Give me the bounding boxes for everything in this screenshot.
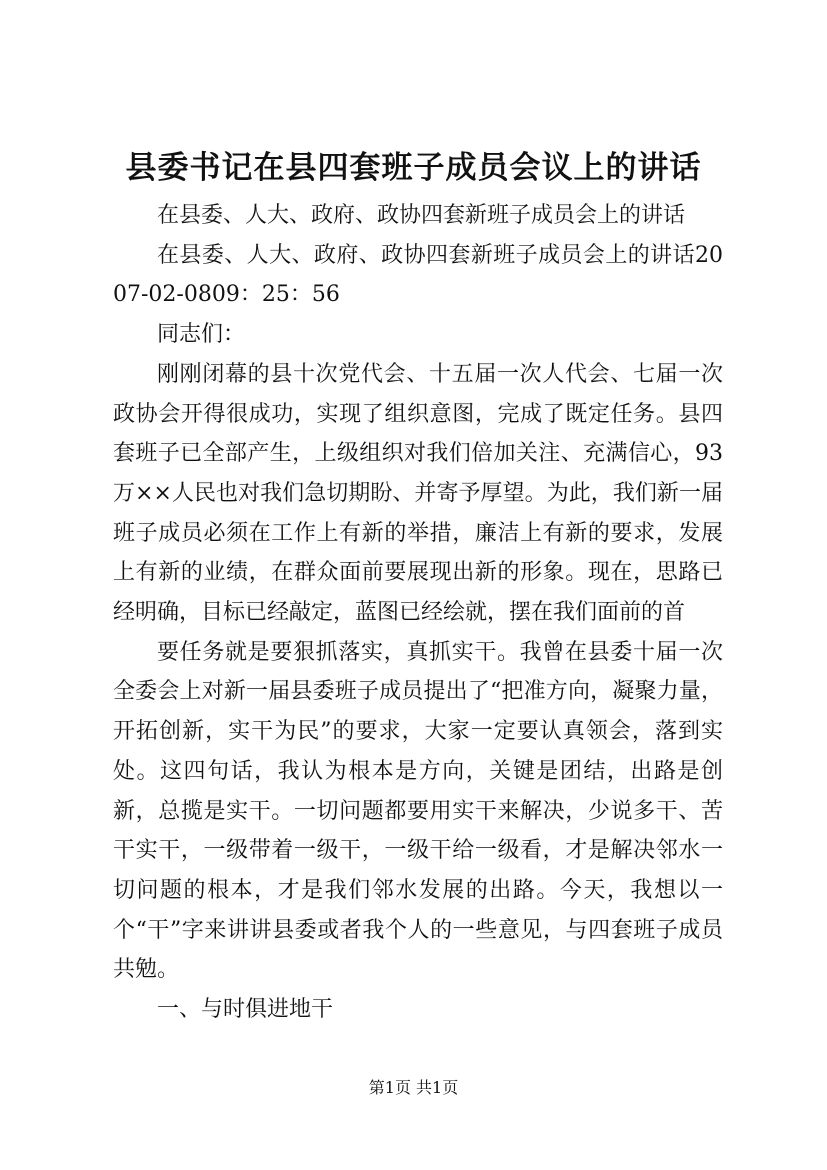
- page-footer: 第1页 共1页: [368, 1078, 459, 1097]
- section-heading-1: 一、与时俱进地干: [157, 997, 334, 1023]
- paragraph-body-2: 要任务就是要狠抓落实，真抓实干。我曾在县委十届一次全委会上对新一届县委班子成员提出了“把准方向，凝聚力量，开拓创新，实干为民”的要求，大家一定要认真领会，落到实处。这四句话，我认为根本是方向，关键是团结，出路是创新，总揽是实干。一切问题都要用实干来解决，少说多干、苦干实干，一级带着一级干，一级干给一级看，才是解决邻水一切问题的根本，才是我们邻水发展的出路。今天，我想以一个“干”字来讲讲县委或者我个人的一些意见，与四套班子成员共勉。: [113, 639, 723, 983]
- paragraph-subtitle-with-timestamp: 在县委、人大、政府、政协四套新班子成员会上的讲话2007-02-0809：25：56: [113, 242, 723, 308]
- paragraph-subtitle: 在县委、人大、政府、政协四套新班子成员会上的讲话: [157, 203, 686, 228]
- paragraph-salutation: 同志们：: [157, 322, 246, 348]
- document-title: 县委书记在县四套班子成员会议上的讲话: [125, 150, 702, 186]
- paragraph-body-1: 刚刚闭幕的县十次党代会、十五届一次人代会、七届一次政协会开得很成功，实现了组织意图，完成了既定任务。县四套班子已全部产生，上级组织对我们倍加关注、充满信心，93万××人民也对我们急切期盼、并寄予厚望。为此，我们新一届班子成员必须在工作上有新的举措，廉洁上有新的要求，发展上有新的业绩，在群众面前要展现出新的形象。现在，思路已经明确，目标已经敲定，蓝图已经绘就，摆在我们面前的首: [113, 361, 723, 626]
- document-body: [113, 196, 723, 1030]
